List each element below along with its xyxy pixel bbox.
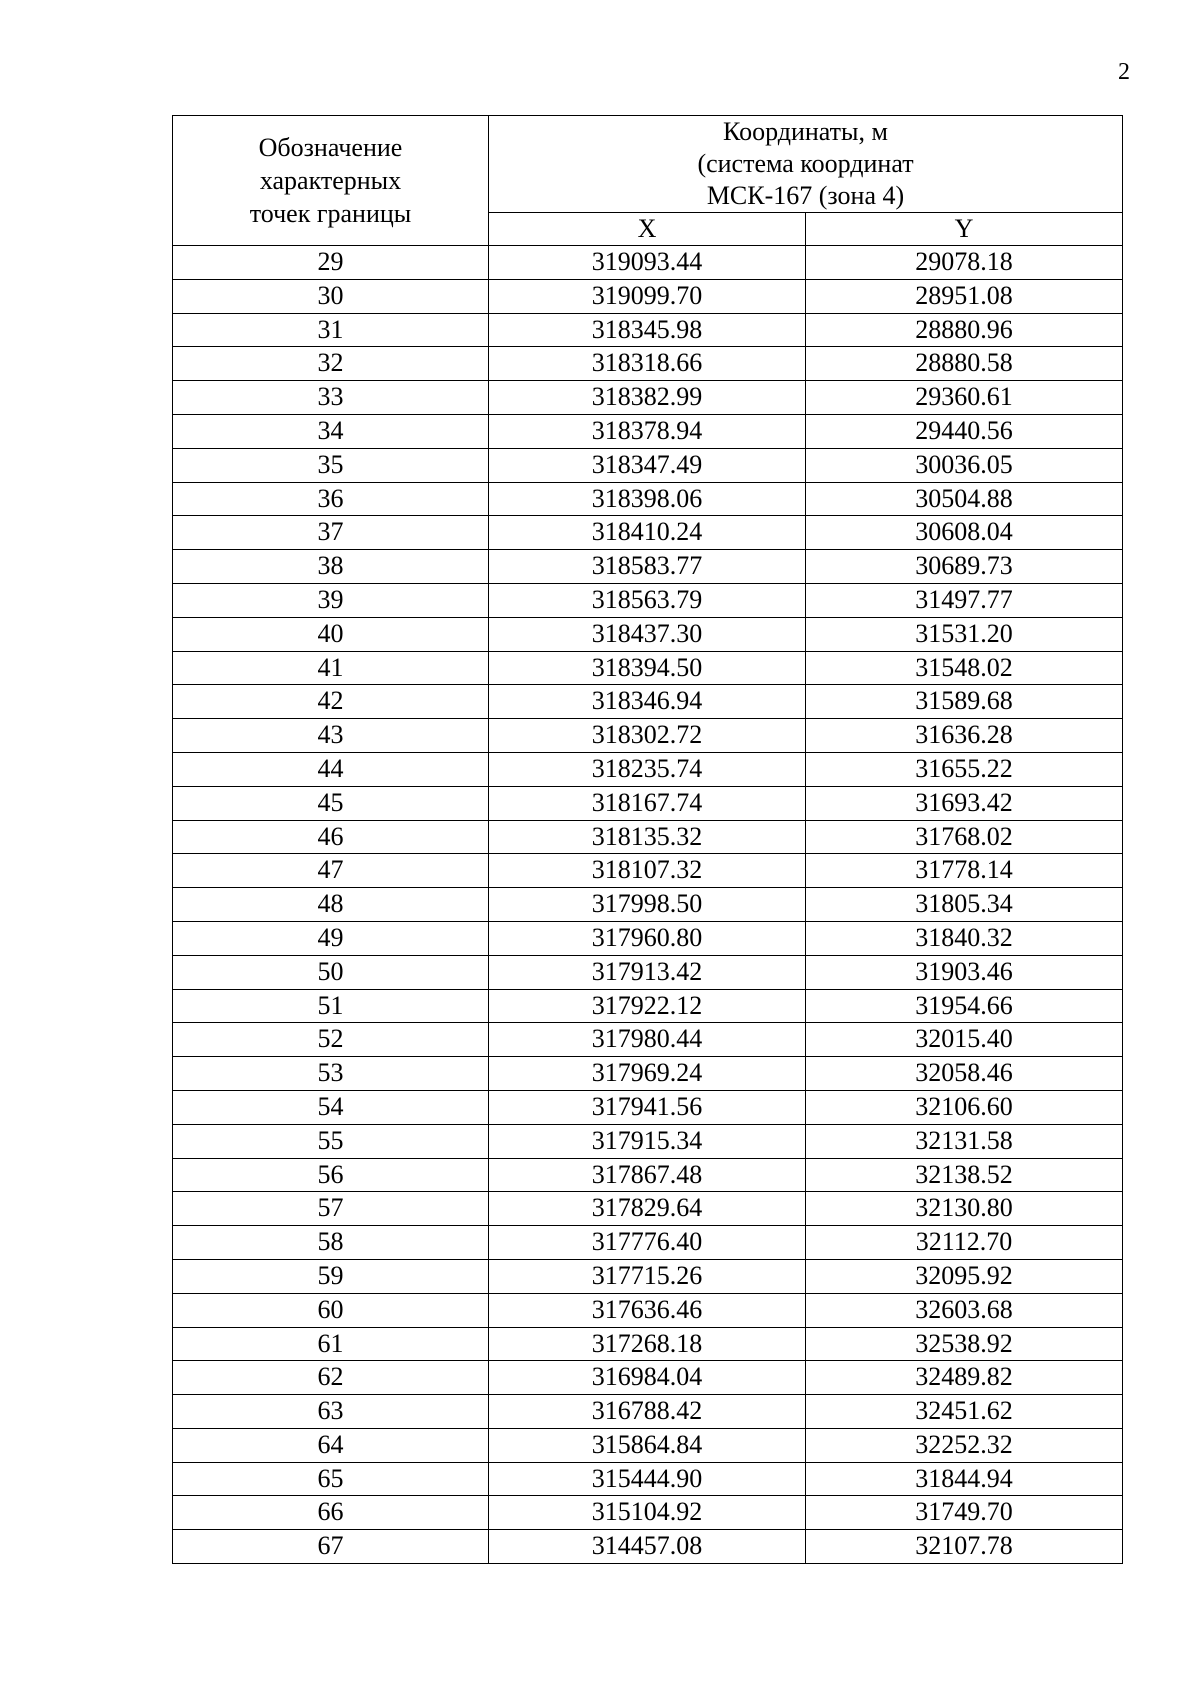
y-cell: 31805.34: [806, 888, 1123, 922]
x-cell: 319093.44: [489, 246, 806, 280]
table-row: [173, 313, 1123, 347]
x-cell: 315864.84: [489, 1428, 806, 1462]
table-row: [173, 279, 1123, 313]
y-cell: 28951.08: [806, 279, 1123, 313]
x-cell: 318410.24: [489, 516, 806, 550]
point-cell: 57: [173, 1192, 489, 1226]
x-cell: 316984.04: [489, 1361, 806, 1395]
header-line: (система координат: [697, 149, 914, 178]
y-cell: 32131.58: [806, 1124, 1123, 1158]
x-cell: 317636.46: [489, 1293, 806, 1327]
table-header: [173, 116, 1123, 246]
point-cell: 39: [173, 583, 489, 617]
x-cell: 318302.72: [489, 719, 806, 753]
header-line: характерных: [259, 166, 402, 195]
coordinates-header: [489, 116, 1123, 213]
x-cell: 317715.26: [489, 1259, 806, 1293]
point-cell: 55: [173, 1124, 489, 1158]
table-row: [173, 752, 1123, 786]
x-cell: 318394.50: [489, 651, 806, 685]
y-cell: 31840.32: [806, 921, 1123, 955]
y-cell: 31954.66: [806, 989, 1123, 1023]
table-row: [173, 1361, 1123, 1395]
table-row: [173, 482, 1123, 516]
y-cell: 31778.14: [806, 854, 1123, 888]
x-cell: 318318.66: [489, 347, 806, 381]
x-cell: 315444.90: [489, 1462, 806, 1496]
x-cell: 318107.32: [489, 854, 806, 888]
y-cell: 32130.80: [806, 1192, 1123, 1226]
point-cell: 31: [173, 313, 489, 347]
coordinates-table: [172, 115, 1123, 1564]
table-row: [173, 1124, 1123, 1158]
point-cell: 61: [173, 1327, 489, 1361]
table-row: [173, 1395, 1123, 1429]
table-row: [173, 820, 1123, 854]
point-cell: 64: [173, 1428, 489, 1462]
point-cell: 65: [173, 1462, 489, 1496]
y-cell: 32107.78: [806, 1530, 1123, 1564]
x-cell: 317867.48: [489, 1158, 806, 1192]
x-cell: 317941.56: [489, 1090, 806, 1124]
x-cell: 316788.42: [489, 1395, 806, 1429]
table-row: [173, 1327, 1123, 1361]
y-cell: 29360.61: [806, 381, 1123, 415]
table-row: [173, 921, 1123, 955]
point-cell: 36: [173, 482, 489, 516]
table-row: [173, 888, 1123, 922]
table-row: [173, 583, 1123, 617]
x-cell: 318167.74: [489, 786, 806, 820]
point-cell: 34: [173, 414, 489, 448]
y-cell: 32451.62: [806, 1395, 1123, 1429]
y-cell: 30689.73: [806, 550, 1123, 584]
x-cell: 318345.98: [489, 313, 806, 347]
y-cell: 32252.32: [806, 1428, 1123, 1462]
point-cell: 33: [173, 381, 489, 415]
point-cell: 66: [173, 1496, 489, 1530]
point-cell: 43: [173, 719, 489, 753]
x-cell: 317829.64: [489, 1192, 806, 1226]
x-cell: 319099.70: [489, 279, 806, 313]
point-cell: 53: [173, 1057, 489, 1091]
x-cell: 317998.50: [489, 888, 806, 922]
y-cell: 31531.20: [806, 617, 1123, 651]
x-cell: 317969.24: [489, 1057, 806, 1091]
y-cell: 32095.92: [806, 1259, 1123, 1293]
y-cell: 31636.28: [806, 719, 1123, 753]
point-cell: 46: [173, 820, 489, 854]
y-cell: 31589.68: [806, 685, 1123, 719]
point-cell: 49: [173, 921, 489, 955]
point-cell: 67: [173, 1530, 489, 1564]
table-row: [173, 1090, 1123, 1124]
point-cell: 35: [173, 448, 489, 482]
point-cell: 63: [173, 1395, 489, 1429]
y-cell: 32015.40: [806, 1023, 1123, 1057]
table-row: [173, 550, 1123, 584]
table-row: [173, 854, 1123, 888]
point-cell: 51: [173, 989, 489, 1023]
table-row: [173, 1259, 1123, 1293]
table-row: [173, 1462, 1123, 1496]
y-cell: 30504.88: [806, 482, 1123, 516]
point-cell: 60: [173, 1293, 489, 1327]
y-column-header: Y: [806, 213, 1123, 246]
table-row: [173, 1158, 1123, 1192]
x-cell: 317960.80: [489, 921, 806, 955]
point-cell: 29: [173, 246, 489, 280]
point-cell: 56: [173, 1158, 489, 1192]
page-number: 2: [1118, 59, 1130, 85]
y-cell: 31497.77: [806, 583, 1123, 617]
x-cell: 314457.08: [489, 1530, 806, 1564]
y-cell: 31749.70: [806, 1496, 1123, 1530]
y-cell: 28880.58: [806, 347, 1123, 381]
point-cell: 37: [173, 516, 489, 550]
table-row: [173, 1496, 1123, 1530]
y-cell: 32058.46: [806, 1057, 1123, 1091]
x-cell: 317913.42: [489, 955, 806, 989]
x-cell: 318437.30: [489, 617, 806, 651]
y-cell: 30036.05: [806, 448, 1123, 482]
x-cell: 318378.94: [489, 414, 806, 448]
table-row: [173, 1023, 1123, 1057]
x-cell: 318563.79: [489, 583, 806, 617]
x-cell: 317268.18: [489, 1327, 806, 1361]
y-cell: 28880.96: [806, 313, 1123, 347]
x-cell: 318583.77: [489, 550, 806, 584]
point-cell: 44: [173, 752, 489, 786]
y-cell: 30608.04: [806, 516, 1123, 550]
table-row: [173, 246, 1123, 280]
y-cell: 32106.60: [806, 1090, 1123, 1124]
y-cell: 31903.46: [806, 955, 1123, 989]
x-cell: 317915.34: [489, 1124, 806, 1158]
table-row: [173, 1428, 1123, 1462]
table-row: [173, 651, 1123, 685]
point-cell: 47: [173, 854, 489, 888]
table-row: [173, 1293, 1123, 1327]
point-cell: 58: [173, 1226, 489, 1260]
table-row: [173, 448, 1123, 482]
x-cell: 317776.40: [489, 1226, 806, 1260]
x-cell: 318347.49: [489, 448, 806, 482]
table-row: [173, 1192, 1123, 1226]
header-line: Обозначение: [258, 133, 403, 162]
point-cell: 42: [173, 685, 489, 719]
x-column-header: X: [489, 213, 806, 246]
y-cell: 29440.56: [806, 414, 1123, 448]
table-row: [173, 786, 1123, 820]
table-row: [173, 381, 1123, 415]
header-line: точек границы: [249, 199, 412, 228]
y-cell: 29078.18: [806, 246, 1123, 280]
table-row: [173, 1226, 1123, 1260]
table-row: [173, 617, 1123, 651]
point-cell: 40: [173, 617, 489, 651]
point-cell: 32: [173, 347, 489, 381]
y-cell: 32489.82: [806, 1361, 1123, 1395]
y-cell: 32112.70: [806, 1226, 1123, 1260]
x-cell: 317980.44: [489, 1023, 806, 1057]
table-body: [173, 246, 1123, 1564]
y-cell: 31844.94: [806, 1462, 1123, 1496]
point-designation-header: [173, 116, 489, 246]
point-cell: 62: [173, 1361, 489, 1395]
y-cell: 32603.68: [806, 1293, 1123, 1327]
table-row: [173, 955, 1123, 989]
table-row: [173, 989, 1123, 1023]
table-row: [173, 719, 1123, 753]
y-cell: 32138.52: [806, 1158, 1123, 1192]
y-cell: 31693.42: [806, 786, 1123, 820]
y-cell: 32538.92: [806, 1327, 1123, 1361]
table-row: [173, 347, 1123, 381]
y-cell: 31548.02: [806, 651, 1123, 685]
table-row: [173, 1530, 1123, 1564]
x-cell: 317922.12: [489, 989, 806, 1023]
x-cell: 318135.32: [489, 820, 806, 854]
point-cell: 48: [173, 888, 489, 922]
point-cell: 45: [173, 786, 489, 820]
header-line: Координаты, м: [723, 117, 888, 146]
point-cell: 41: [173, 651, 489, 685]
y-cell: 31768.02: [806, 820, 1123, 854]
point-cell: 30: [173, 279, 489, 313]
point-cell: 59: [173, 1259, 489, 1293]
point-cell: 38: [173, 550, 489, 584]
x-cell: 318398.06: [489, 482, 806, 516]
table-row: [173, 1057, 1123, 1091]
point-cell: 50: [173, 955, 489, 989]
x-cell: 318382.99: [489, 381, 806, 415]
y-cell: 31655.22: [806, 752, 1123, 786]
x-cell: 318346.94: [489, 685, 806, 719]
table-row: [173, 516, 1123, 550]
point-cell: 52: [173, 1023, 489, 1057]
table-row: [173, 685, 1123, 719]
point-cell: 54: [173, 1090, 489, 1124]
x-cell: 315104.92: [489, 1496, 806, 1530]
table-row: [173, 414, 1123, 448]
x-cell: 318235.74: [489, 752, 806, 786]
header-line: МСК-167 (зона 4): [706, 181, 905, 210]
